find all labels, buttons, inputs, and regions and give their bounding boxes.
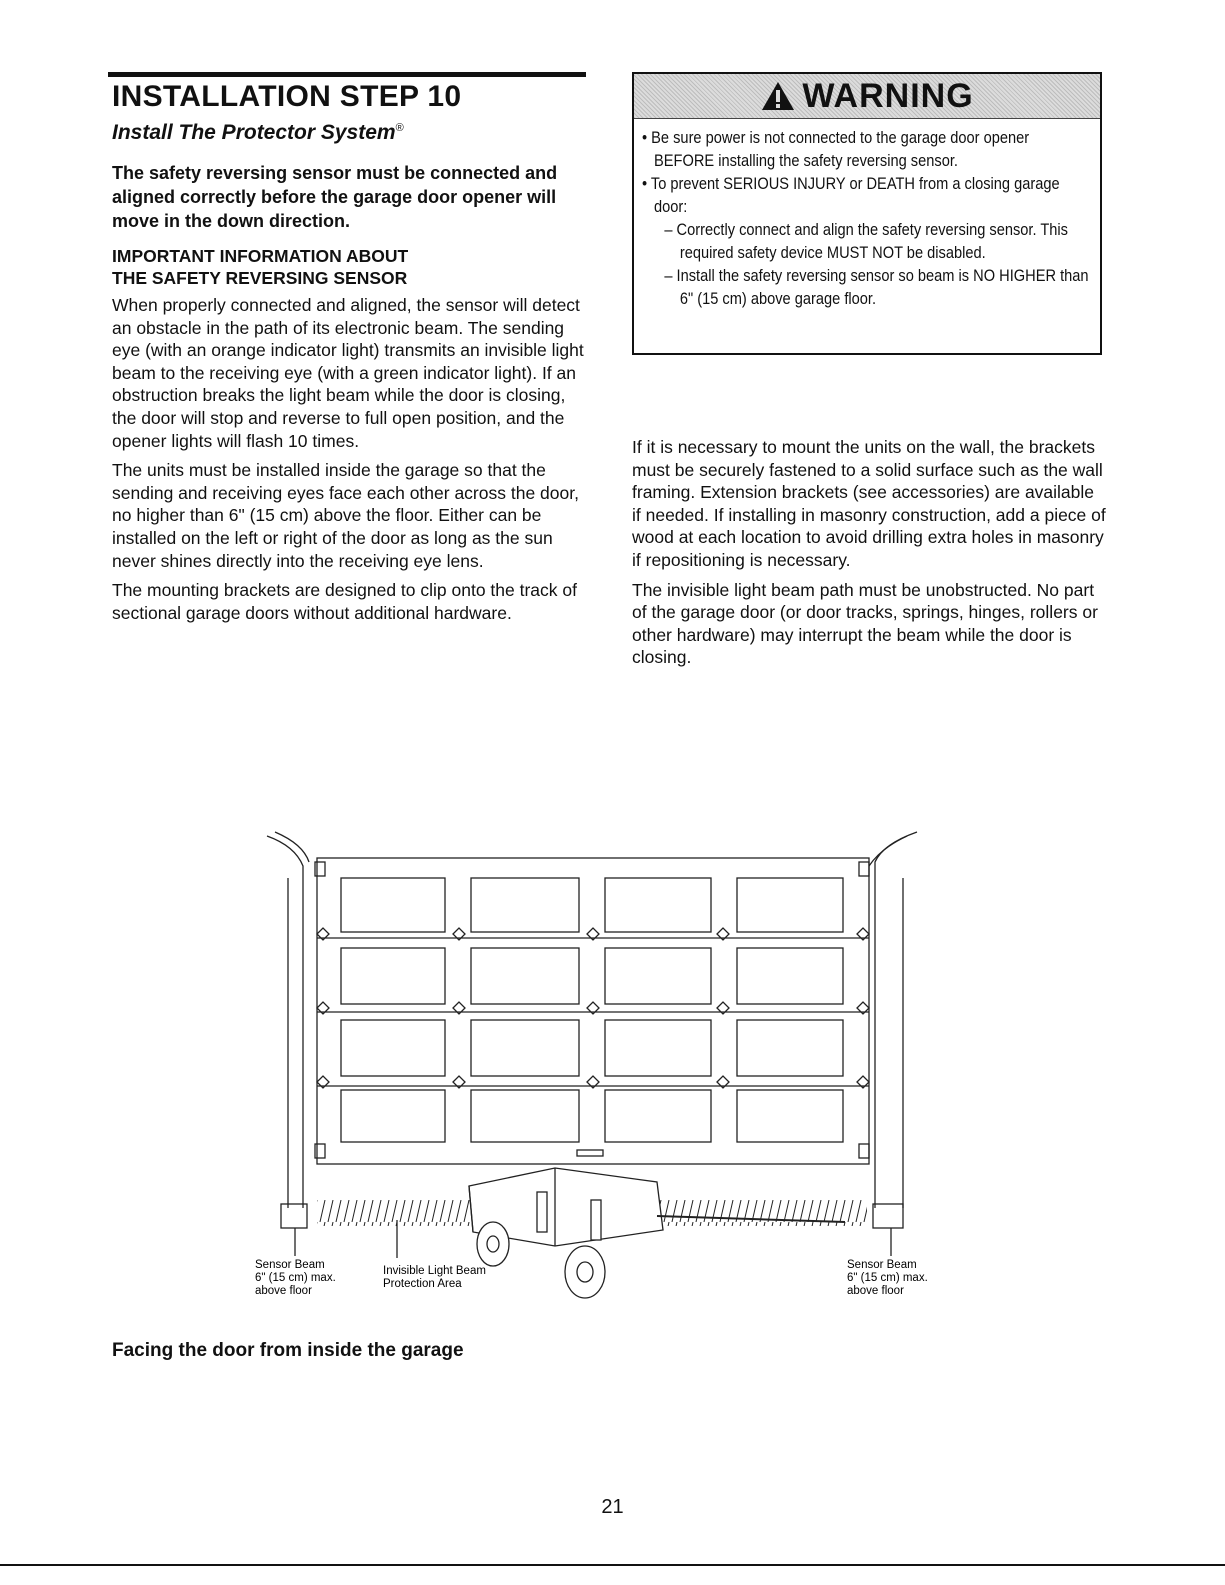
step-subtitle bbox=[112, 114, 404, 147]
warning-box bbox=[632, 72, 1102, 355]
warning-header bbox=[634, 74, 1100, 119]
left-sensor-label-1: Sensor Beam bbox=[255, 1259, 325, 1271]
left-sensor-label-2: 6" (15 cm) max. bbox=[255, 1272, 336, 1284]
registered-mark: ® bbox=[395, 122, 404, 134]
warning-list bbox=[642, 126, 1089, 310]
right-sensor-label-1: Sensor Beam bbox=[847, 1259, 917, 1271]
lead-text: The safety reversing sensor must be connected and aligned correctly before the garage door opener will move in the down direction. bbox=[112, 163, 558, 231]
right-sensor-label-3: above floor bbox=[847, 1285, 904, 1297]
garage-door-illustration bbox=[255, 826, 935, 1312]
wagon-obstacle bbox=[469, 1168, 845, 1298]
right-sensor-label-2: 6" (15 cm) max. bbox=[847, 1272, 928, 1284]
body-paragraph: When properly connected and aligned, the sensor will detect an obstacle in the path of its electronic beam. The sending eye (with an orange indicator light) transmits an invisible light beam to the receiving eye (with a green indicator light). If an obstruction breaks the light beam while the door is closing, the door will stop and reverse to full open position, and the opener lights will flash 10 times. bbox=[112, 295, 584, 451]
left-body bbox=[112, 294, 586, 631]
right-sensor bbox=[873, 1204, 903, 1228]
left-sensor-label-3: above floor bbox=[255, 1285, 312, 1297]
subtitle-text: Install The Protector System bbox=[112, 121, 396, 144]
bottom-rule bbox=[0, 1564, 1225, 1566]
figure-caption: Facing the door from inside the garage bbox=[112, 1340, 464, 1361]
left-track bbox=[267, 836, 303, 1208]
warning-subitem: – Install the safety reversing sensor so beam is NO HIGHER than 6" (15 cm) above garage floor. bbox=[664, 266, 1089, 308]
step-title: INSTALLATION STEP 10 bbox=[112, 80, 462, 113]
warning-item: • To prevent SERIOUS INJURY or DEATH from a closing garage door: bbox=[642, 174, 1060, 216]
info-heading bbox=[112, 245, 582, 289]
warning-subitem: – Correctly connect and align the safety reversing sensor. This required safety device MUST NOT be disabled. bbox=[664, 220, 1068, 262]
beam-area-label-2: Protection Area bbox=[383, 1278, 462, 1290]
body-paragraph: If it is necessary to mount the units on the wall, the brackets must be securely fastened to a solid surface such as the wall framing. Extension brackets (see accessories) are available if needed. If installing in masonry construction, add a piece of wood at each location to avoid drilling extra holes in masonry if repositioning is necessary. bbox=[632, 437, 1106, 570]
info-heading-line2: THE SAFETY REVERSING SENSOR bbox=[112, 268, 408, 288]
right-body bbox=[632, 436, 1106, 676]
title-rule bbox=[108, 72, 586, 77]
info-heading-line1: IMPORTANT INFORMATION ABOUT bbox=[112, 246, 409, 266]
warning-triangle-icon bbox=[760, 80, 796, 112]
garage-door-drawing bbox=[255, 826, 935, 1312]
body-paragraph: The mounting brackets are designed to clip onto the track of sectional garage doors without additional hardware. bbox=[112, 580, 577, 623]
page-number: 21 bbox=[601, 1496, 624, 1518]
body-paragraph: The invisible light beam path must be unobstructed. No part of the garage door (or door tracks, springs, hinges, rollers or other hardware) may interrupt the beam while the door is closing. bbox=[632, 579, 1098, 668]
beam-area-label-1: Invisible Light Beam bbox=[383, 1265, 486, 1277]
warning-title: WARNING bbox=[802, 76, 974, 115]
garage-door bbox=[317, 858, 869, 1164]
body-paragraph: The units must be installed inside the garage so that the sending and receiving eyes face each other across the door, no higher than 6" (15 cm) above the floor. Either can be installed on the left or right of the door as long as the sun never shines directly into the receiving eye lens. bbox=[112, 460, 579, 571]
right-track bbox=[875, 832, 917, 1208]
warning-item: • Be sure power is not connected to the garage door opener BEFORE installing the safety reversing sensor. bbox=[642, 128, 1030, 170]
